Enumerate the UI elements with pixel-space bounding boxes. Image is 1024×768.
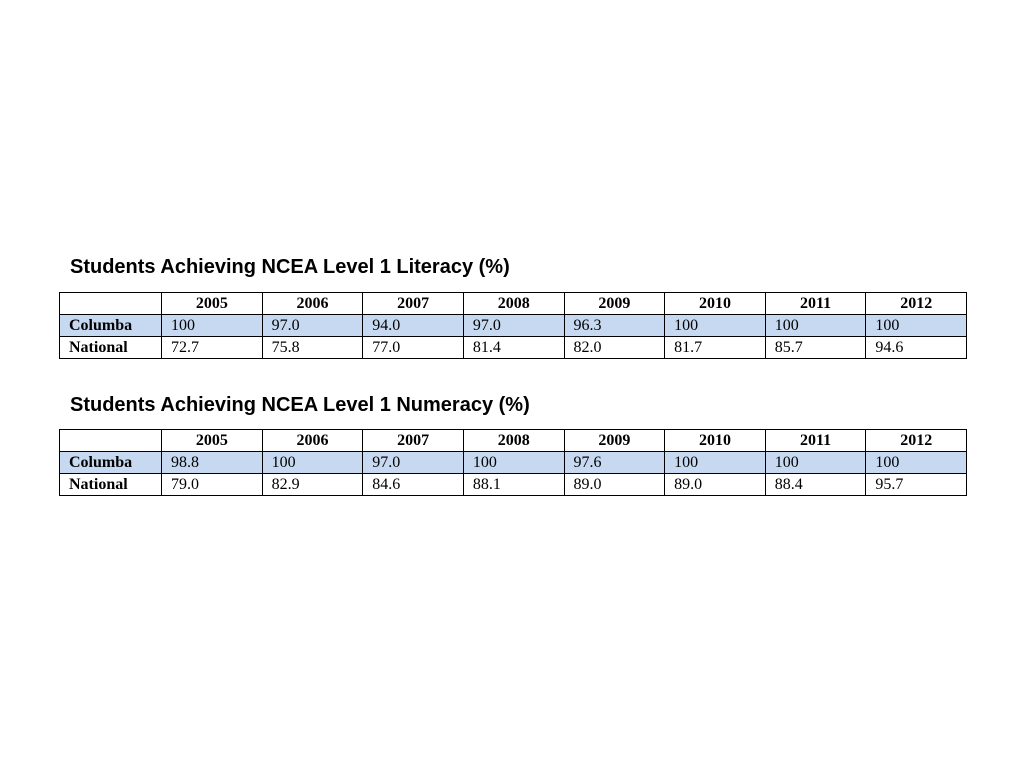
header-cell: 2010 <box>665 430 766 452</box>
header-cell <box>60 430 162 452</box>
table-cell: 81.4 <box>463 337 564 359</box>
table-cell: 88.1 <box>463 474 564 496</box>
table-cell: 89.0 <box>564 474 665 496</box>
table-cell: 81.7 <box>665 337 766 359</box>
header-cell: 2012 <box>866 293 967 315</box>
row-label: Columba <box>60 452 162 474</box>
table-cell: 100 <box>262 452 363 474</box>
header-cell: 2011 <box>765 430 866 452</box>
numeracy-table <box>59 429 967 496</box>
table-cell: 88.4 <box>765 474 866 496</box>
row-label: Columba <box>60 315 162 337</box>
table-row <box>60 452 967 474</box>
header-cell: 2012 <box>866 430 967 452</box>
table-cell: 94.6 <box>866 337 967 359</box>
header-cell: 2011 <box>765 293 866 315</box>
table-cell: 100 <box>765 452 866 474</box>
table-cell: 98.8 <box>162 452 263 474</box>
header-cell <box>60 293 162 315</box>
table-row <box>60 337 967 359</box>
header-cell: 2009 <box>564 293 665 315</box>
table-cell: 100 <box>866 315 967 337</box>
table-header-row <box>60 430 967 452</box>
table-cell: 97.0 <box>262 315 363 337</box>
table-cell: 97.0 <box>463 315 564 337</box>
row-label: National <box>60 337 162 359</box>
table-cell: 94.0 <box>363 315 464 337</box>
table-cell: 97.6 <box>564 452 665 474</box>
header-cell: 2006 <box>262 430 363 452</box>
literacy-table-title: Students Achieving NCEA Level 1 Literacy (%) <box>70 256 510 278</box>
table-cell: 100 <box>162 315 263 337</box>
table-cell: 77.0 <box>363 337 464 359</box>
table-cell: 96.3 <box>564 315 665 337</box>
header-cell: 2005 <box>162 430 263 452</box>
table-cell: 100 <box>665 315 766 337</box>
table-cell: 75.8 <box>262 337 363 359</box>
literacy-table <box>59 292 967 359</box>
header-cell: 2009 <box>564 430 665 452</box>
table-cell: 85.7 <box>765 337 866 359</box>
header-cell: 2005 <box>162 293 263 315</box>
header-cell: 2008 <box>463 293 564 315</box>
table-cell: 79.0 <box>162 474 263 496</box>
table-row <box>60 315 967 337</box>
table-cell: 97.0 <box>363 452 464 474</box>
header-cell: 2007 <box>363 430 464 452</box>
table-cell: 100 <box>463 452 564 474</box>
header-cell: 2010 <box>665 293 766 315</box>
table-cell: 95.7 <box>866 474 967 496</box>
table-cell: 100 <box>765 315 866 337</box>
header-cell: 2006 <box>262 293 363 315</box>
table-cell: 100 <box>866 452 967 474</box>
table-cell: 84.6 <box>363 474 464 496</box>
numeracy-table-title: Students Achieving NCEA Level 1 Numeracy (%) <box>70 394 530 416</box>
header-cell: 2007 <box>363 293 464 315</box>
table-cell: 89.0 <box>665 474 766 496</box>
table-header-row <box>60 293 967 315</box>
table-cell: 72.7 <box>162 337 263 359</box>
table-cell: 82.9 <box>262 474 363 496</box>
table-cell: 82.0 <box>564 337 665 359</box>
table-cell: 100 <box>665 452 766 474</box>
table-row <box>60 474 967 496</box>
row-label: National <box>60 474 162 496</box>
header-cell: 2008 <box>463 430 564 452</box>
